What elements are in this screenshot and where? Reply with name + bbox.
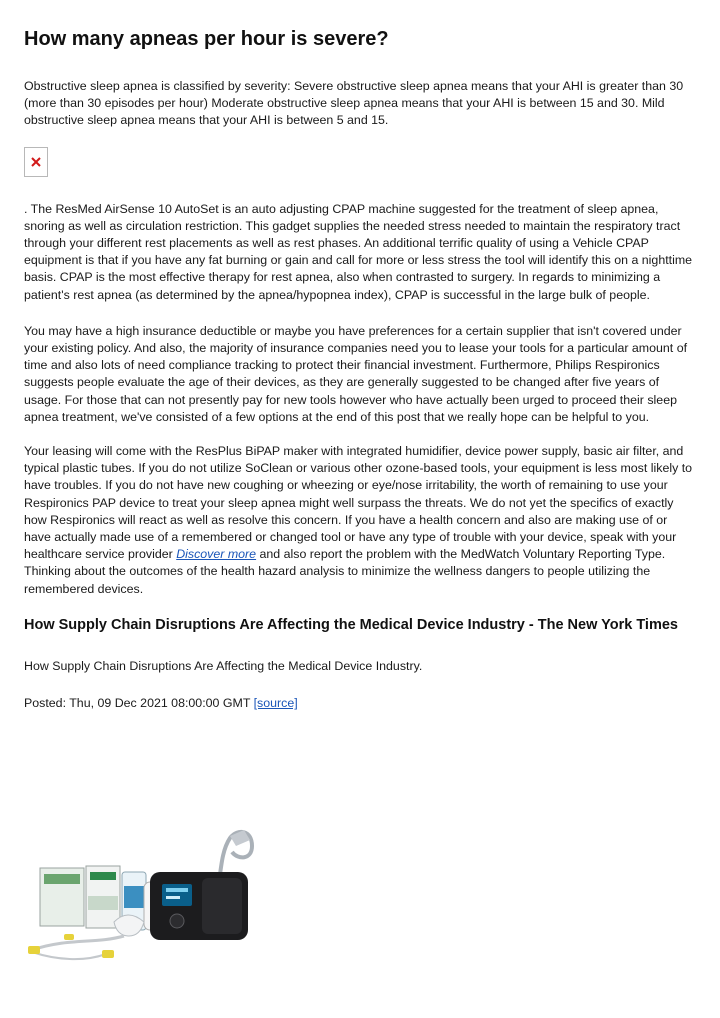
- broken-image-icon: [24, 147, 48, 177]
- posted-line: [24, 695, 696, 712]
- intro-paragraph: Obstructive sleep apnea is classified by severity: Severe obstructive sleep apnea means that your AHI is greater than 30 (more than 30 episodes per hour) Moderate obstructive sleep apnea means that your AHI is between 15 and 30. Mild obstructive sleep apnea means that your AHI is between 5 and 15.: [24, 79, 684, 128]
- cpap-paragraph: . The ResMed AirSense 10 AutoSet is an auto adjusting CPAP machine suggested for the treatment of sleep apnea, snoring as well as circulation restriction. This gadget supplies the needed stress needed to maintain the respiratory tract through your different rest placements as well as rest phases. An additional terrific quality of using a Vehicle CPAP equipment is that if you have any fat burning or gain and call for more or less stress the tool will identify this on a nighttime basis. CPAP is the most effective therapy for rest apnea, also when contrasted to surgery. In regards to minimizing a patient's rest apnea (as determined by the apnea/hypopnea index), CPAP is successful in the large bulk of people.: [24, 201, 693, 302]
- news-subtitle: How Supply Chain Disruptions Are Affecting the Medical Device Industry.: [24, 658, 423, 673]
- insurance-paragraph: You may have a high insurance deductible or maybe you have preferences for a certain supplier that isn't covered under your existing policy. And also, the majority of insurance companies need you to lease your tools for a particular amount of time and also lots of need compliance tracking to protect their financial investment. Furthermore, Philips Respironics suggests people evaluate the age of their devices, as they are generally suggested to be changed after five years of usage. For those that can not presently pay for new tools however who have actually been urged to proceed their sleep apnea treatment, we've consisted of a few options at the end of this post that we really hope can be helpful to you.: [24, 323, 688, 424]
- page-title: How many apneas per hour is severe?: [24, 28, 389, 50]
- leasing-text-end: and also report the problem with the MedWatch Voluntary Reporting Type. Thinking about the outcomes of the health hazard analysis to minimize the wellness dangers to people utilizing the remembered devices.: [24, 547, 666, 596]
- leasing-text-start: Your leasing will come with the ResPlus BiPAP maker with integrated humidifier, device power supply, basic air filter, and typical plastic tubes. If you do not utilize SoClean or various other ozone-based tools, your equipment is less most likely to have troubles. If you do not have new coughing or wheezing or eye/nose irritability, the worth of remaining to use your Respironics PAP device to treat your sleep apnea might well surpass the threats. We do not yet the specifics of exactly how Respironics will react as well as resolve this concern. If you have a health concern and also are making use of or have actually made use of a remembered or changed tool or have any type of trouble with your device, speak with your healthcare service provider: [24, 444, 693, 562]
- news-heading: How Supply Chain Disruptions Are Affecting the Medical Device Industry - The New York Times: [24, 616, 678, 633]
- discover-more-link[interactable]: Discover more: [176, 547, 257, 562]
- cpap-machine-product-image: [26, 826, 276, 974]
- source-link[interactable]: [source]: [253, 696, 298, 711]
- article: [24, 26, 696, 712]
- posted-date: Posted: Thu, 09 Dec 2021 08:00:00 GMT: [24, 696, 254, 711]
- leasing-paragraph: [24, 443, 696, 598]
